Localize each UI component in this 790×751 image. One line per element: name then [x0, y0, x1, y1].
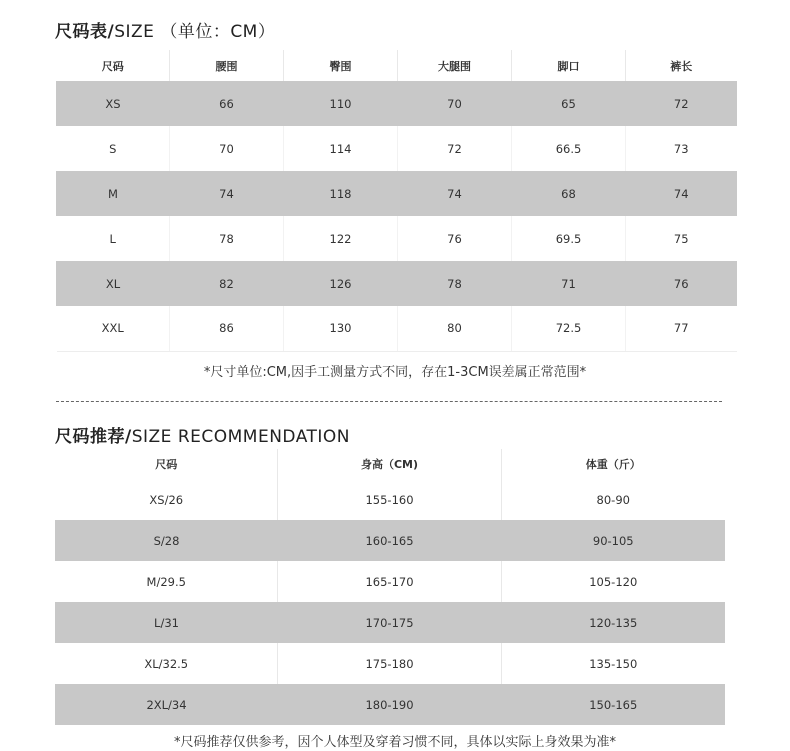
header-length: 裤长 — [626, 50, 737, 81]
table-cell: 155-160 — [278, 479, 502, 520]
table-cell: 86 — [170, 306, 284, 351]
table-row — [57, 306, 737, 351]
recommendation-header-row — [56, 449, 725, 479]
header-leg-opening: 脚口 — [512, 50, 626, 81]
table-cell: 126 — [284, 261, 398, 306]
table-cell: 71 — [512, 261, 626, 306]
table-cell: M — [57, 171, 170, 216]
table-cell: 80 — [398, 306, 512, 351]
table-cell: 65 — [512, 81, 626, 126]
header-weight: 体重（斤） — [502, 449, 725, 479]
table-cell: 74 — [398, 171, 512, 216]
table-cell: 130 — [284, 306, 398, 351]
table-cell: 72 — [626, 81, 737, 126]
table-cell: XL — [57, 261, 170, 306]
header-size: 尺码 — [155, 458, 178, 471]
size-chart-title-cn: 尺码表/ — [55, 22, 115, 42]
size-chart-title-en: SIZE （单位：CM） — [114, 22, 276, 42]
table-cell: 72 — [398, 126, 512, 171]
table-cell: 66 — [170, 81, 284, 126]
table-cell: 90-105 — [502, 520, 725, 561]
recommendation-note: *尺码推荐仅供参考，因个人体型及穿着习惯不同，具体以实际上身效果为准* — [173, 735, 616, 750]
table-cell: XL/32.5 — [144, 656, 189, 671]
table-cell: XS — [57, 81, 170, 126]
table-row — [57, 81, 737, 126]
table-cell: 74 — [626, 171, 737, 216]
section-divider — [56, 401, 722, 402]
table-cell: 76 — [626, 261, 737, 306]
table-cell: 76 — [398, 216, 512, 261]
table-row — [57, 216, 737, 261]
table-row — [56, 561, 725, 602]
table-cell: 105-120 — [502, 561, 725, 602]
table-cell: 70 — [170, 126, 284, 171]
table-cell: 69.5 — [512, 216, 626, 261]
table-cell: 120-135 — [502, 602, 725, 643]
table-cell: 78 — [170, 216, 284, 261]
table-cell: 68 — [512, 171, 626, 216]
recommendation-title-cn: 尺码推荐/ — [55, 427, 132, 447]
table-cell: XS/26 — [149, 492, 184, 507]
table-cell: 70 — [398, 81, 512, 126]
table-cell: 82 — [170, 261, 284, 306]
recommendation-title — [55, 422, 350, 447]
table-cell: 66.5 — [512, 126, 626, 171]
table-row — [56, 520, 725, 561]
table-cell: 135-150 — [502, 643, 725, 684]
table-cell: L — [109, 231, 116, 246]
table-row — [56, 479, 725, 520]
table-cell: L/31 — [56, 602, 278, 643]
size-chart-table — [56, 50, 737, 352]
table-cell: 110 — [284, 81, 398, 126]
size-chart-note: *尺寸单位:CM,因手工测量方式不同，存在1-3CM误差属正常范围* — [203, 365, 587, 380]
table-cell: 170-175 — [278, 602, 502, 643]
table-cell: 114 — [284, 126, 398, 171]
table-cell: 175-180 — [278, 643, 502, 684]
table-cell: 78 — [398, 261, 512, 306]
table-cell: 2XL/34 — [56, 684, 278, 725]
table-cell: 118 — [284, 171, 398, 216]
table-cell: 180-190 — [278, 684, 502, 725]
table-cell: S — [109, 141, 117, 156]
table-row — [56, 643, 725, 684]
header-waist: 腰围 — [170, 50, 284, 81]
table-cell: 80-90 — [502, 479, 725, 520]
table-cell: 72.5 — [512, 306, 626, 351]
table-row — [56, 602, 725, 643]
size-chart-title — [55, 17, 275, 42]
table-row — [57, 171, 737, 216]
recommendation-title-en: SIZE RECOMMENDATION — [131, 427, 351, 447]
table-cell: M/29.5 — [146, 574, 186, 589]
header-hip: 臀围 — [284, 50, 398, 81]
header-size: 尺码 — [101, 59, 124, 73]
table-cell: 74 — [170, 171, 284, 216]
table-cell: 150-165 — [502, 684, 725, 725]
table-cell: 77 — [626, 306, 737, 351]
table-row — [57, 261, 737, 306]
header-thigh: 大腿围 — [398, 50, 512, 81]
table-cell: S/28 — [56, 520, 278, 561]
header-height: 身高（CM) — [278, 449, 502, 479]
size-chart-header-row — [57, 50, 737, 81]
table-cell: XXL — [57, 306, 170, 351]
table-cell: 165-170 — [278, 561, 502, 602]
recommendation-table — [55, 449, 725, 725]
table-cell: 75 — [626, 216, 737, 261]
table-cell: 122 — [284, 216, 398, 261]
table-cell: 73 — [626, 126, 737, 171]
table-row — [57, 126, 737, 171]
table-cell: 160-165 — [278, 520, 502, 561]
table-row — [56, 684, 725, 725]
